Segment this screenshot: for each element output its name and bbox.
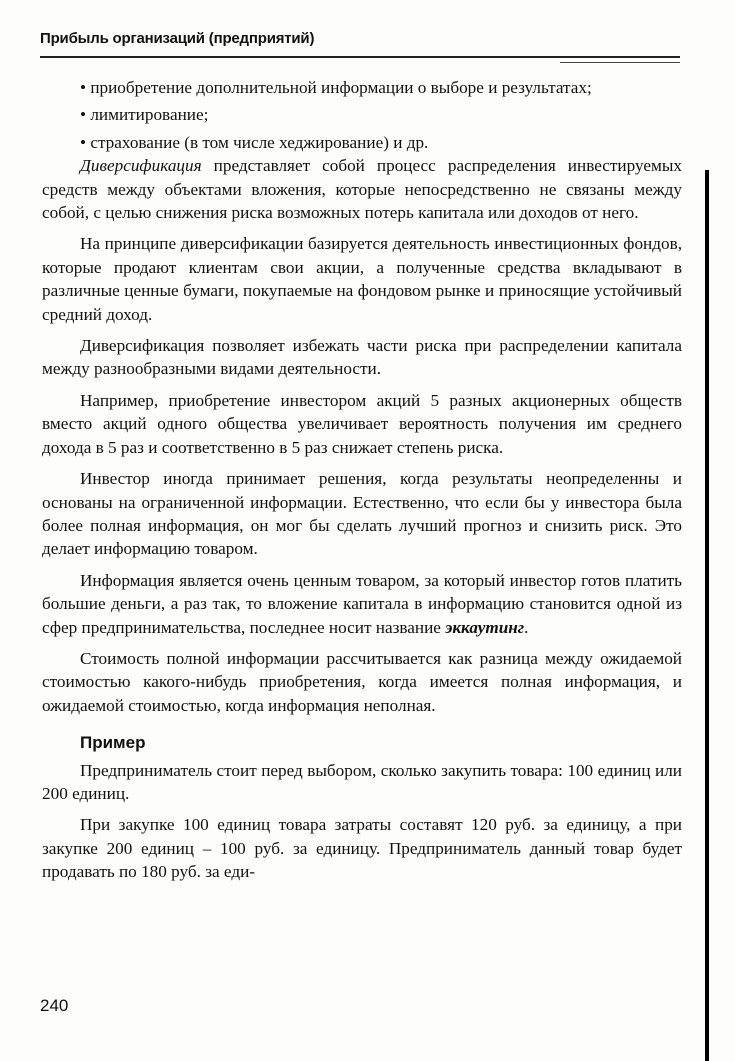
term-eccauting: эккаутинг	[445, 617, 525, 637]
paragraph: На принципе диверсификации базируется деятельность инвестиционных фондов, которые продают клиентам свои акции, а полученные средства вкладывают в различные ценные бумаги, покупаемые на фондовом рынке и приносящие устойчивый средний доход.	[42, 234, 682, 324]
page-number: 240	[40, 996, 69, 1015]
page-body	[42, 76, 682, 884]
paragraph: Стоимость полной информации рассчитывается как разница между ожидаемой стоимостью какого-нибудь приобретения, когда имеется полная информация, и ожидаемой стоимостью, когда информация неполная.	[42, 648, 682, 715]
header-rule-secondary	[560, 62, 680, 63]
example-heading: Пример	[80, 733, 146, 753]
paragraph-end: .	[524, 617, 529, 637]
bullet-item: • лимитирование;	[80, 105, 209, 125]
paragraph: Например, приобретение инвестором акций 5 разных акционерных обществ вместо акций одного общества увеличивает вероятность получения им среднего дохода в 5 раз и соответственно в 5 раз снижает степень риска.	[42, 390, 682, 457]
paragraph-diversification-definition	[42, 154, 682, 224]
bullet-item: • приобретение дополнительной информации о выборе и результатах;	[80, 78, 592, 97]
bullet-item: • страхование (в том числе хеджирование) и др.	[80, 132, 429, 152]
scan-page-edge	[705, 170, 709, 1061]
header-rule	[40, 56, 680, 58]
paragraph: Диверсификация позволяет избежать части риска при распределении капитала между разнообразными видами деятельности.	[42, 336, 682, 379]
example-paragraph: Предприниматель стоит перед выбором, сколько закупить товара: 100 единиц или 200 единиц.	[42, 760, 682, 803]
example-paragraph: При закупке 100 единиц товара затраты составят 120 руб. за единицу, а при закупке 200 единиц – 100 руб. за единицу. Предприниматель данный товар будет продавать по 180 руб. за еди-	[42, 815, 682, 882]
paragraph-accounting	[42, 569, 682, 639]
paragraph: Инвестор иногда принимает решения, когда результаты неопределенны и основаны на ограниченной информации. Естественно, что если бы у инвестора была более полная информация, он мог бы сделать лучший прогноз и снизить риск. Это делает информацию товаром.	[42, 469, 682, 559]
running-header: Прибыль организаций (предприятий)	[40, 30, 315, 47]
paragraph-text: представляет собой процесс распределения инвестируемых средств между объектами вложения, которые непосредственно не связаны между собой, с целью снижения риска возможных потерь капитала или доходов от него.	[42, 156, 682, 223]
paragraph-text: Информация является очень ценным товаром, за который инвестор готов платить большие деньги, а раз так, то вложение капитала в информацию становится одной из сфер предпринимательства, последнее носит название	[42, 570, 682, 637]
term-diversification: Диверсификация	[80, 156, 202, 176]
